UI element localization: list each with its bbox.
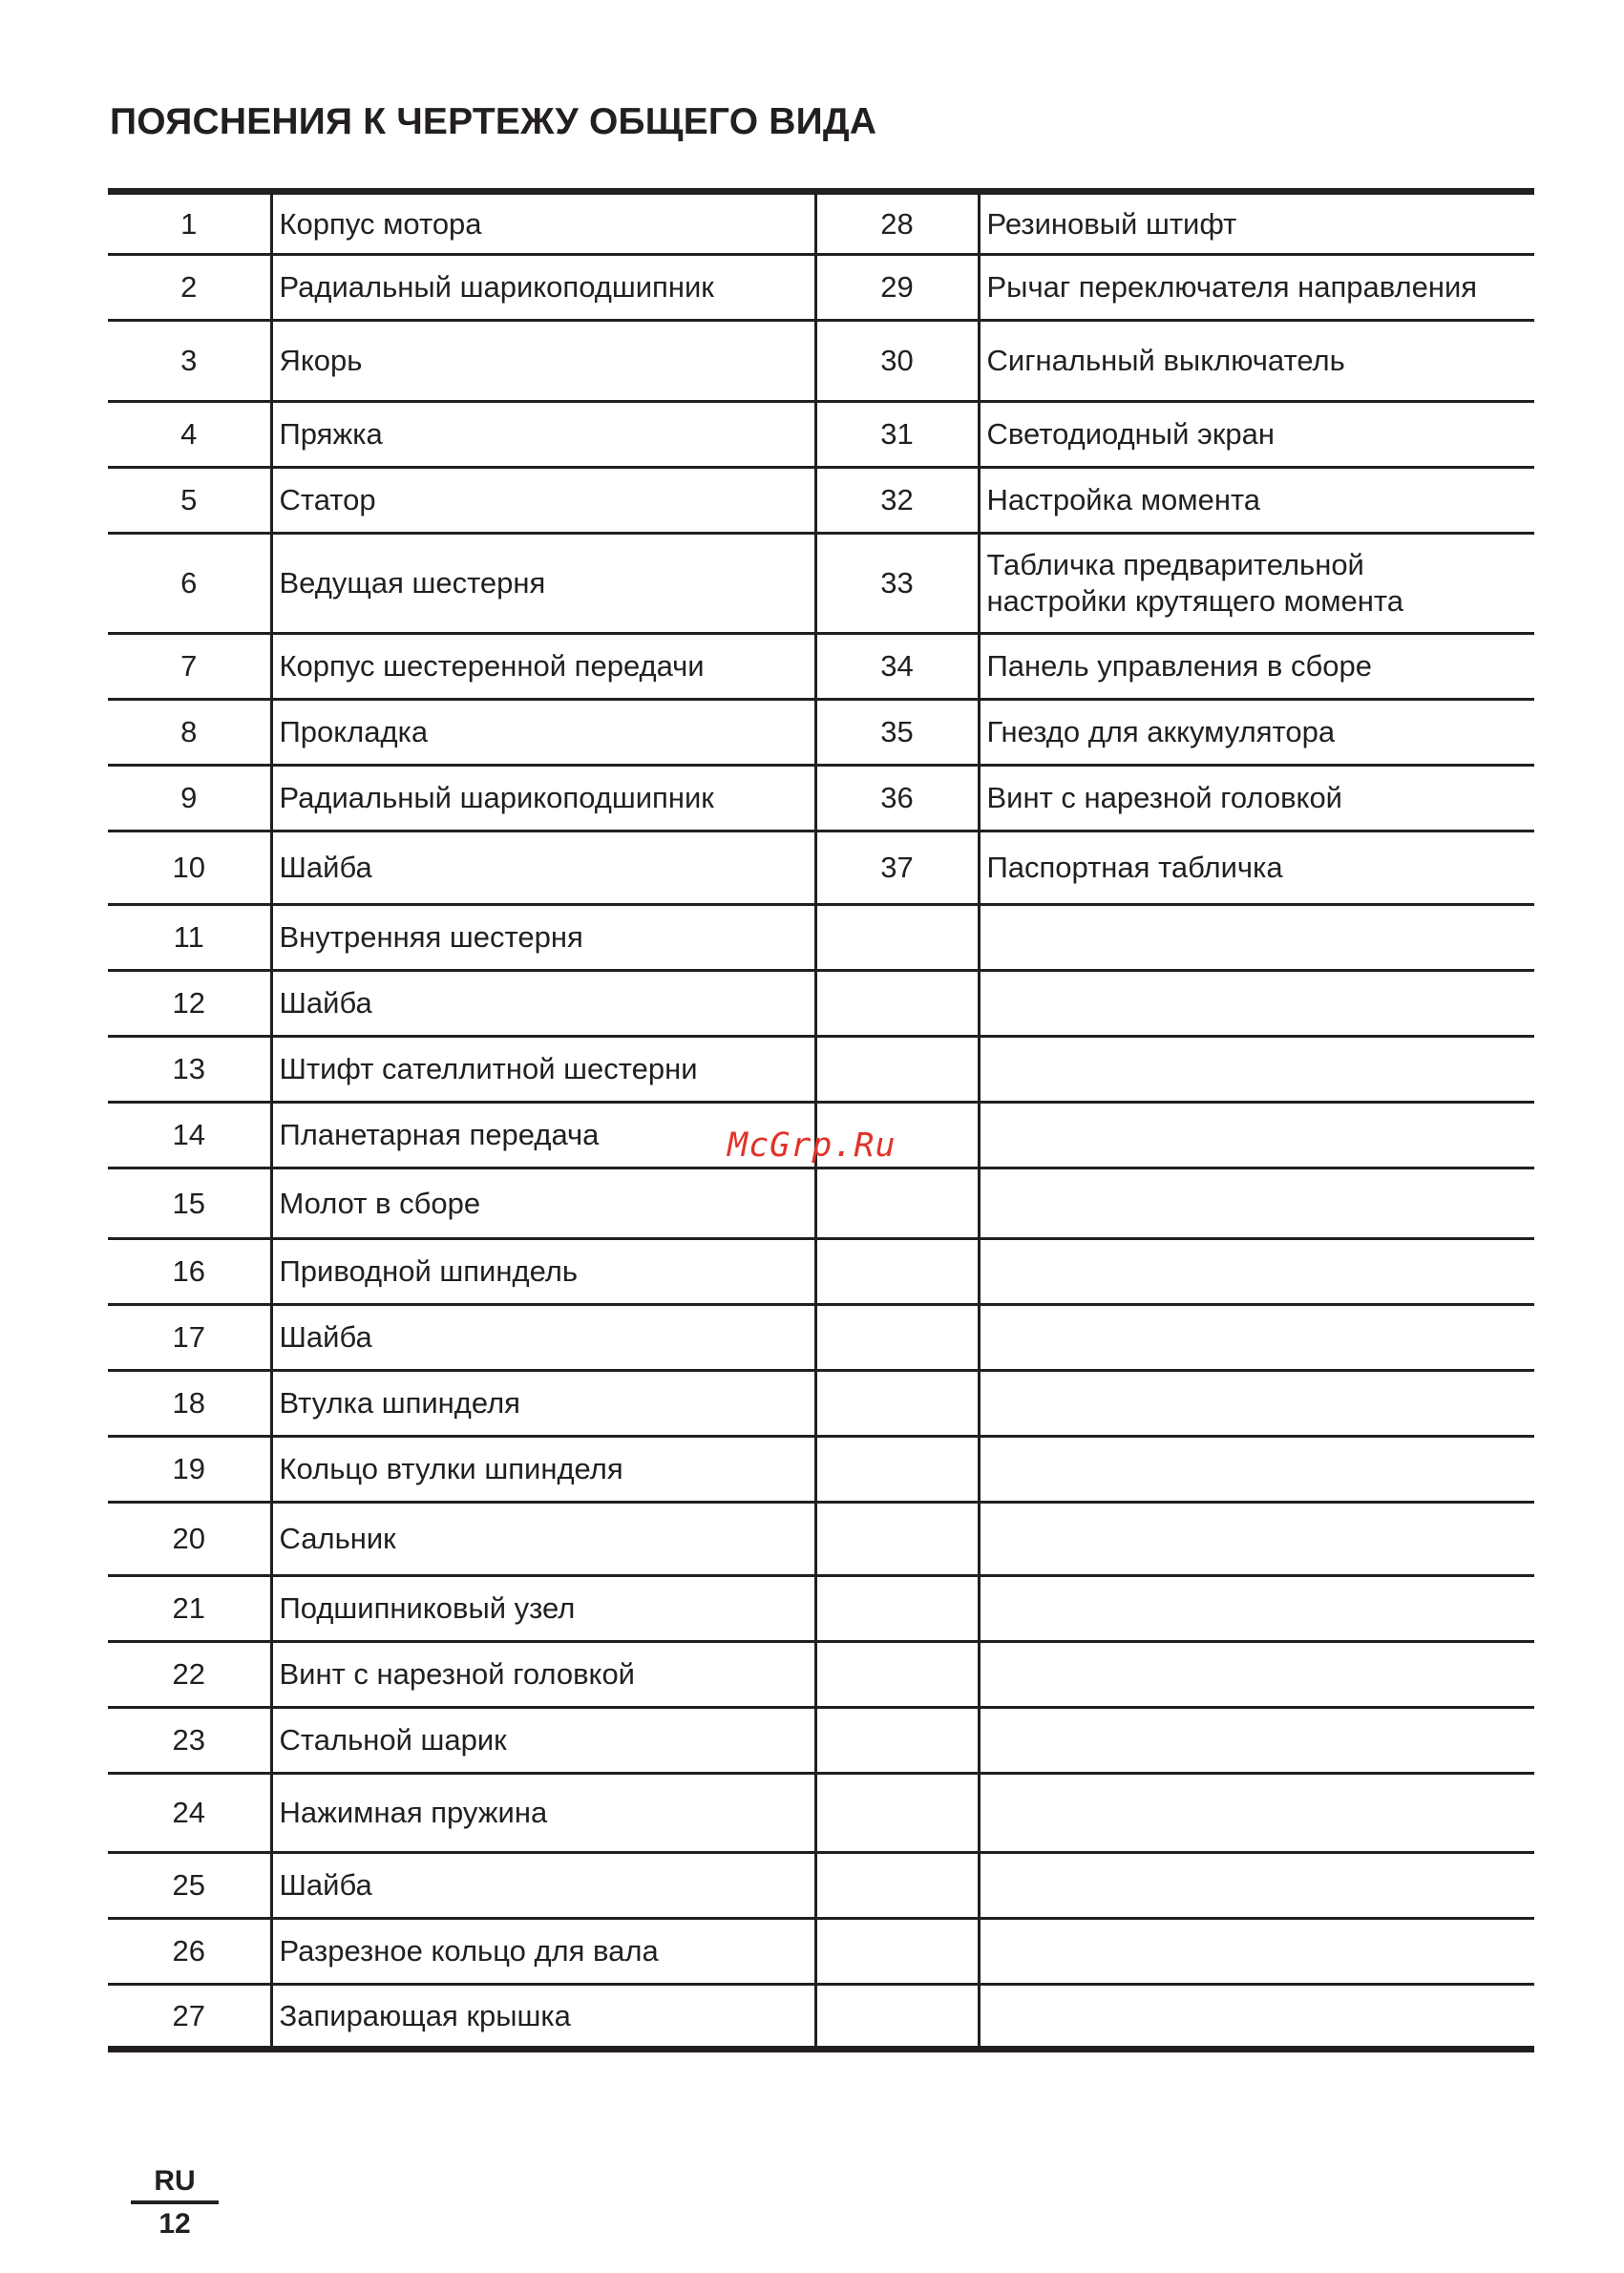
part-number: 15 xyxy=(108,1168,271,1239)
part-name xyxy=(979,1919,1534,1985)
part-number xyxy=(815,1576,979,1642)
part-name: Радиальный шарикоподшипник xyxy=(271,766,815,831)
part-number xyxy=(815,1503,979,1576)
part-number: 19 xyxy=(108,1437,271,1503)
part-name-line: Рычаг переключателя направления xyxy=(986,270,1478,304)
part-name: Подшипниковый узел xyxy=(271,1576,815,1642)
part-number: 17 xyxy=(108,1305,271,1371)
part-name xyxy=(979,1168,1534,1239)
part-name: Винт с нарезной головкой xyxy=(271,1642,815,1708)
part-number xyxy=(815,1037,979,1103)
part-name xyxy=(979,1437,1534,1503)
part-name xyxy=(979,1103,1534,1168)
table-row xyxy=(108,700,1534,766)
table-row xyxy=(108,534,1534,634)
part-name xyxy=(979,971,1534,1037)
table-row xyxy=(108,1168,1534,1239)
part-number xyxy=(815,1985,979,2050)
part-name xyxy=(979,1305,1534,1371)
part-number: 24 xyxy=(108,1774,271,1853)
part-number: 11 xyxy=(108,905,271,971)
part-number: 13 xyxy=(108,1037,271,1103)
part-name: Приводной шпиндель xyxy=(271,1239,815,1305)
page-footer xyxy=(131,2167,219,2239)
part-name-line: Винт с нарезной головкой xyxy=(986,781,1342,814)
part-name: Шайба xyxy=(271,971,815,1037)
part-number: 16 xyxy=(108,1239,271,1305)
part-number xyxy=(815,1371,979,1437)
part-name: Корпус шестеренной передачи xyxy=(271,634,815,700)
table-row xyxy=(108,321,1534,402)
part-name: Ведущая шестерня xyxy=(271,534,815,634)
table-row xyxy=(108,1642,1534,1708)
part-name xyxy=(979,1853,1534,1919)
part-name-line: Табличка предварительной xyxy=(986,548,1364,581)
table-row xyxy=(108,971,1534,1037)
part-number: 33 xyxy=(815,534,979,634)
part-number: 30 xyxy=(815,321,979,402)
part-number: 5 xyxy=(108,468,271,534)
part-name-line: Паспортная табличка xyxy=(986,851,1283,884)
part-number xyxy=(815,1774,979,1853)
table-row xyxy=(108,1037,1534,1103)
part-number: 6 xyxy=(108,534,271,634)
part-number: 22 xyxy=(108,1642,271,1708)
part-name-line: Резиновый штифт xyxy=(986,206,1237,241)
part-name: Корпус мотора xyxy=(271,192,815,255)
part-name: Сальник xyxy=(271,1503,815,1576)
part-name: Планетарная передача xyxy=(271,1103,815,1168)
table-row xyxy=(108,766,1534,831)
part-name xyxy=(979,905,1534,971)
part-name: Статор xyxy=(271,468,815,534)
watermark-text: McGrp.Ru xyxy=(728,1126,896,1165)
table-row xyxy=(108,1371,1534,1437)
part-name xyxy=(979,1576,1534,1642)
table-row xyxy=(108,1437,1534,1503)
part-name xyxy=(979,1708,1534,1774)
part-number: 4 xyxy=(108,402,271,468)
table-row xyxy=(108,468,1534,534)
part-name: Шайба xyxy=(271,1305,815,1371)
table-row xyxy=(108,831,1534,905)
part-number xyxy=(815,1437,979,1503)
part-number xyxy=(815,1642,979,1708)
part-name: Кольцо втулки шпинделя xyxy=(271,1437,815,1503)
part-number xyxy=(815,1168,979,1239)
parts-legend-table xyxy=(108,188,1534,2052)
part-name xyxy=(979,468,1534,534)
part-name xyxy=(979,1985,1534,2050)
part-number: 10 xyxy=(108,831,271,905)
part-number: 36 xyxy=(815,766,979,831)
part-name-line: Сигнальный выключатель xyxy=(986,344,1345,377)
table-row xyxy=(108,1576,1534,1642)
part-name xyxy=(979,1239,1534,1305)
part-name xyxy=(979,1774,1534,1853)
part-number: 31 xyxy=(815,402,979,468)
part-number: 34 xyxy=(815,634,979,700)
part-name: Якорь xyxy=(271,321,815,402)
part-number: 9 xyxy=(108,766,271,831)
part-number: 3 xyxy=(108,321,271,402)
language-code: RU xyxy=(131,2167,219,2204)
part-number: 8 xyxy=(108,700,271,766)
table-row xyxy=(108,634,1534,700)
part-number: 1 xyxy=(108,192,271,255)
part-number xyxy=(815,1305,979,1371)
part-name xyxy=(979,321,1534,402)
table-row xyxy=(108,1774,1534,1853)
part-number: 28 xyxy=(815,192,979,255)
part-number: 25 xyxy=(108,1853,271,1919)
part-name-line: настройки крутящего момента xyxy=(986,584,1403,618)
table-row xyxy=(108,1708,1534,1774)
part-number: 12 xyxy=(108,971,271,1037)
table-row xyxy=(108,255,1534,321)
part-number: 18 xyxy=(108,1371,271,1437)
part-number: 21 xyxy=(108,1576,271,1642)
part-number xyxy=(815,971,979,1037)
part-number: 26 xyxy=(108,1919,271,1985)
part-name-line: Гнездо для аккумулятора xyxy=(986,715,1336,748)
part-name xyxy=(979,831,1534,905)
part-name-line: Светодиодный экран xyxy=(986,417,1275,451)
part-name: Нажимная пружина xyxy=(271,1774,815,1853)
part-name: Стальной шарик xyxy=(271,1708,815,1774)
table-row xyxy=(108,1239,1534,1305)
part-name xyxy=(979,1503,1534,1576)
part-number: 20 xyxy=(108,1503,271,1576)
part-name xyxy=(979,1371,1534,1437)
part-name xyxy=(979,700,1534,766)
page-title: ПОЯСНЕНИЯ К ЧЕРТЕЖУ ОБЩЕГО ВИДА xyxy=(110,101,877,142)
part-number xyxy=(815,1239,979,1305)
part-number xyxy=(815,905,979,971)
part-number xyxy=(815,1919,979,1985)
part-name xyxy=(979,1642,1534,1708)
table-row xyxy=(108,905,1534,971)
part-name: Радиальный шарикоподшипник xyxy=(271,255,815,321)
table-row xyxy=(108,402,1534,468)
part-number: 23 xyxy=(108,1708,271,1774)
part-name: Прокладка xyxy=(271,700,815,766)
part-number xyxy=(815,1708,979,1774)
part-number: 7 xyxy=(108,634,271,700)
part-name: Втулка шпинделя xyxy=(271,1371,815,1437)
part-name: Молот в сборе xyxy=(271,1168,815,1239)
table-row xyxy=(108,1919,1534,1985)
part-name: Штифт сателлитной шестерни xyxy=(271,1037,815,1103)
part-name xyxy=(979,255,1534,321)
page-number: 12 xyxy=(158,2208,191,2240)
part-name xyxy=(979,1037,1534,1103)
part-name: Запирающая крышка xyxy=(271,1985,815,2050)
table-row xyxy=(108,1853,1534,1919)
part-name: Пряжка xyxy=(271,402,815,468)
part-name xyxy=(979,402,1534,468)
part-name xyxy=(979,534,1534,634)
part-name xyxy=(979,192,1534,255)
part-name: Шайба xyxy=(271,831,815,905)
part-name xyxy=(979,766,1534,831)
table-row xyxy=(108,1985,1534,2050)
table-row xyxy=(108,1305,1534,1371)
table-row xyxy=(108,192,1534,255)
part-name: Шайба xyxy=(271,1853,815,1919)
part-number: 35 xyxy=(815,700,979,766)
part-number: 37 xyxy=(815,831,979,905)
part-number: 14 xyxy=(108,1103,271,1168)
part-number: 2 xyxy=(108,255,271,321)
part-number: 32 xyxy=(815,468,979,534)
part-name-line: Настройка момента xyxy=(986,483,1261,516)
part-number xyxy=(815,1853,979,1919)
part-number: 27 xyxy=(108,1985,271,2050)
part-name: Внутренняя шестерня xyxy=(271,905,815,971)
table-row xyxy=(108,1503,1534,1576)
part-name-line: Панель управления в сборе xyxy=(986,649,1372,683)
part-name: Разрезное кольцо для вала xyxy=(271,1919,815,1985)
part-number: 29 xyxy=(815,255,979,321)
part-name xyxy=(979,634,1534,700)
